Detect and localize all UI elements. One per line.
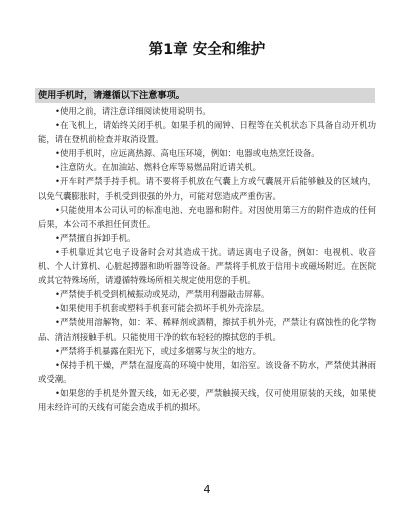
safety-note: •如果使用手机套或塑料手机套可能会损坏手机外壳涂层。 [55, 303, 270, 314]
safety-note: •严禁使用溶解物，如：苯、稀释剂或酒精，擦拭手机外壳，严禁让有腐蚀性的化学物品、清洁剂接触手机。只能使用干净的软布轻轻的擦拭您的手机。 [38, 317, 376, 342]
safety-note: •使用之前，请注意详细阅读使用说明书。 [55, 106, 211, 116]
page-number: 4 [203, 483, 211, 496]
safety-note: •保持手机干燥，严禁在湿度高的环境中使用，如浴室。该设备不防水，严禁使其淋雨或受潮。 [38, 359, 376, 384]
safety-note: •在飞机上，请始终关闭手机。如果手机的闹钟、日程等在关机状态下具备自动开机功能，请在登机前检查并取消设置。 [38, 120, 376, 145]
safety-note: •只能使用本公司认可的标准电池、充电器和附件。对因使用第三方的附件造成的任何后果，本公司不承担任何责任。 [38, 204, 376, 229]
safety-note: •使用手机时，应远离热源、高电压环境，例如：电器或电热烹饪设备。 [55, 148, 320, 159]
safety-note: •如果您的手机是外置天线，如无必要，严禁触摸天线，仅可使用原装的天线，如果使用未经许可的天线有可能会造成手机的损坏。 [38, 387, 376, 412]
safety-note: •严禁擅自拆卸手机。 [55, 232, 136, 243]
safety-note: •手机靠近其它电子设备时会对其造成干扰。请远离电子设备，例如：电视机、收音机、个人计算机、心脏起搏器和助听器等设备。严禁将手机放于信用卡或磁场附近。在医院或其它特殊场所，请遵循特殊场所相关规定使用您的手机。 [38, 246, 376, 286]
safety-note: •严禁将手机暴露在阳光下，或过多烟雾与灰尘的地方。 [55, 345, 261, 356]
section-heading: 使用手机时，请遵循以下注意事项。 [38, 90, 185, 101]
safety-note: •严禁使手机受到机械振动或晃动，严禁用利器敲击屏幕。 [55, 289, 270, 300]
safety-note: •注意防火。在加油站、燃料仓库等易燃品附近请关机。 [55, 162, 261, 173]
safety-note: •开车时严禁手持手机。请不要将手机放在气囊上方或气囊展开后能够触及的区域内，以免气囊膨胀时，手机受到很强的外力，可能对您造成严重伤害。 [38, 176, 376, 201]
page-title: 第1章 安全和维护 [148, 42, 266, 58]
safety-notes [38, 104, 376, 414]
